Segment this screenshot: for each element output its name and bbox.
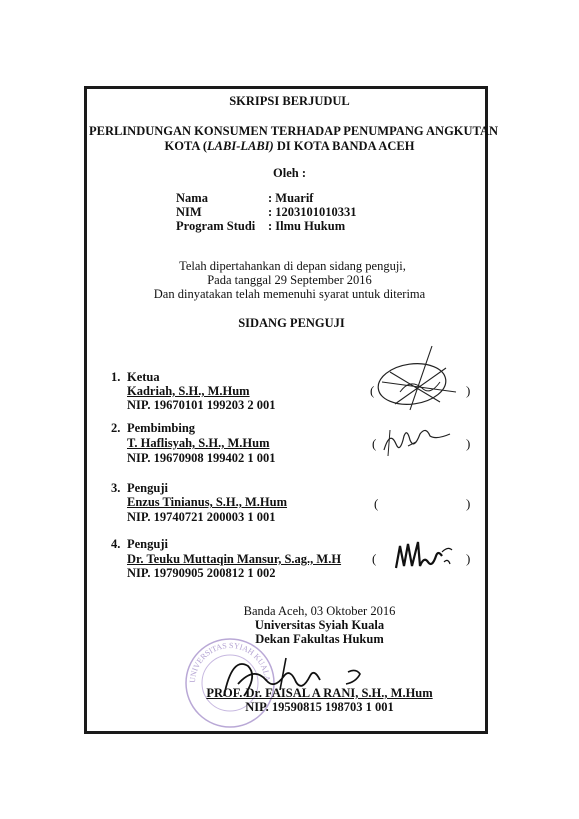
examiner-name: Dr. Teuku Muttaqin Mansur, S.ag., M.H: [127, 552, 342, 566]
examiner-name: Kadriah, S.H., M.Hum: [127, 384, 250, 398]
examiner-number: 4.: [111, 537, 121, 551]
svg-text:UNIVERSITAS SYIAH KUALA: UNIVERSITAS SYIAH KUALA: [187, 640, 273, 684]
examiner-name: Enzus Tinianus, S.H., M.Hum: [127, 495, 288, 509]
signature-examiner-2: [378, 426, 458, 460]
thesis-title-line-2: KOTA (LABI-LABI) DI KOTA BANDA ACEH: [164, 139, 415, 153]
place-date: Banda Aceh, 03 Oktober 2016: [243, 604, 396, 618]
signature-examiner-4: [392, 536, 462, 576]
nim-value: : 1203101010331: [268, 205, 357, 219]
university-name: Universitas Syiah Kuala: [254, 618, 385, 632]
examiner-number: 1.: [111, 370, 121, 384]
signature-paren-open: (: [374, 496, 379, 511]
dean-name: PROF. Dr. FAISAL A RANI, S.H., M.Hum: [206, 686, 433, 700]
examiner-name: T. Haflisyah, S.H., M.Hum: [127, 436, 270, 450]
examiner-role: Penguji: [127, 481, 168, 495]
examiner-number: 2.: [111, 421, 121, 435]
signature-paren-close: ): [466, 436, 471, 451]
dean-nip: NIP. 19590815 198703 1 001: [245, 700, 394, 714]
program-label: Program Studi: [176, 219, 256, 233]
defense-line-1: Telah dipertahankan di depan sidang penguji,: [179, 259, 406, 273]
examiner-role: Penguji: [127, 537, 168, 551]
document-heading: SKRIPSI BERJUDUL: [229, 94, 350, 108]
examiner-role: Pembimbing: [127, 421, 196, 435]
thesis-title-line-1: PERLINDUNGAN KONSUMEN TERHADAP PENUMPANG ANGKUTAN: [88, 124, 499, 138]
signature-paren-open: (: [370, 383, 375, 398]
defense-line-2: Pada tanggal 29 September 2016: [207, 273, 372, 287]
name-value: : Muarif: [268, 191, 314, 205]
committee-heading: SIDANG PENGUJI: [238, 316, 345, 330]
signature-examiner-1: [360, 342, 470, 422]
examiner-role: Ketua: [127, 370, 160, 384]
name-label: Nama: [176, 191, 208, 205]
by-label: Oleh :: [273, 166, 306, 180]
examiner-nip: NIP. 19790905 200812 1 002: [127, 566, 276, 580]
signature-paren-open: (: [372, 551, 377, 566]
signature-paren-close: ): [466, 383, 471, 398]
examiner-nip: NIP. 19740721 200003 1 001: [127, 510, 276, 524]
signature-paren-close: ): [466, 496, 471, 511]
signature-paren-open: (: [372, 436, 377, 451]
nim-label: NIM: [176, 205, 202, 219]
program-value: : Ilmu Hukum: [268, 219, 346, 233]
examiner-number: 3.: [111, 481, 121, 495]
examiner-nip: NIP. 19670908 199402 1 001: [127, 451, 276, 465]
dean-title: Dekan Fakultas Hukum: [255, 632, 384, 646]
examiner-nip: NIP. 19670101 199203 2 001: [127, 398, 276, 412]
defense-line-3: Dan dinyatakan telah memenuhi syarat untuk diterima: [153, 287, 426, 301]
signature-paren-close: ): [466, 551, 471, 566]
